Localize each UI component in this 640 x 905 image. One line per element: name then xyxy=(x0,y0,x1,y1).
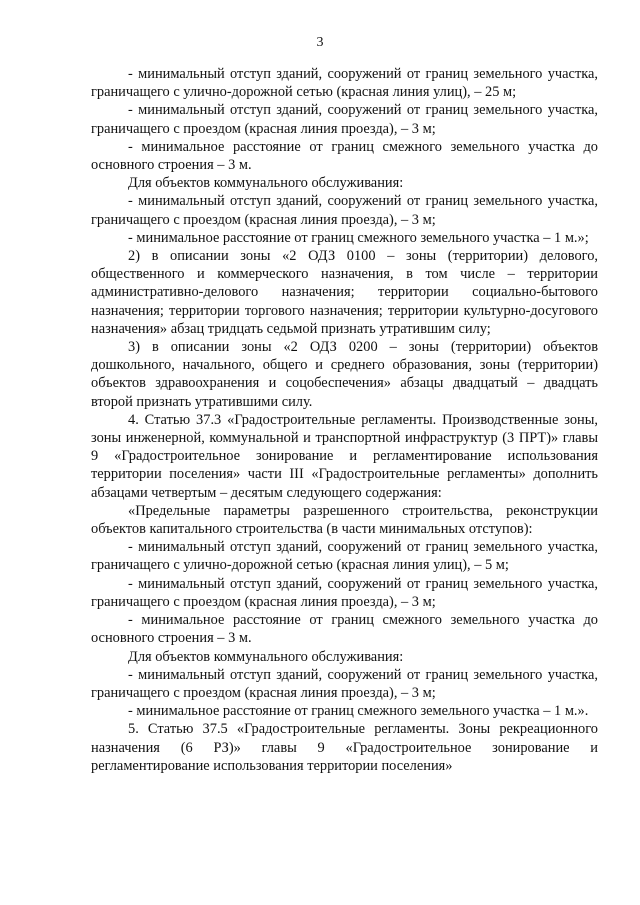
paragraph: 2) в описании зоны «2 ОДЗ 0100 – зоны (территории) делового, общественного и коммерческого назначения, в том числе – территории административно-делового назначения; территории социально-бытового назначения; территории торгового назначения; территории культурно-досугового назначения» абзац тридцать седьмой признать утратившим силу; xyxy=(91,248,598,337)
paragraph: 5. Статью 37.5 «Градостроительные регламенты. Зоны рекреационного назначения (6 РЗ)» главы 9 «Градостроительное зонирование и регламентирование использования территории поселения» xyxy=(91,721,598,774)
document-body xyxy=(91,65,598,775)
paragraph: - минимальный отступ зданий, сооружений от границ земельного участка, граничащего с улично-дорожной сетью (красная линия улиц), – 5 м; xyxy=(91,539,598,574)
paragraph: - минимальное расстояние от границ смежного земельного участка до основного строения – 3 м. xyxy=(91,612,598,647)
paragraph: 3) в описании зоны «2 ОДЗ 0200 – зоны (территории) объектов дошкольного, начального, общего и среднего образования, зоны (территории) объектов здравоохранения и соцобеспечения» абзацы двадцатый – двадцать второй признать утратившими силу. xyxy=(91,339,598,410)
paragraph: Для объектов коммунального обслуживания: xyxy=(128,175,404,192)
paragraph: - минимальное расстояние от границ смежного земельного участка – 1 м.»; xyxy=(128,229,589,246)
paragraph: - минимальный отступ зданий, сооружений от границ земельного участка, граничащего с проездом (красная линия проезда), – 3 м; xyxy=(91,575,598,610)
paragraph: - минимальный отступ зданий, сооружений от границ земельного участка, граничащего с проездом (красная линия проезда), – 3 м; xyxy=(91,193,598,228)
page-number: 3 xyxy=(316,35,324,50)
paragraph: - минимальное расстояние от границ смежного земельного участка – 1 м.». xyxy=(128,703,589,720)
paragraph: 4. Статью 37.3 «Градостроительные регламенты. Производственные зоны, зоны инженерной, коммунальной и транспортной инфраструктур (3 ПРТ)» главы 9 «Градостроительное зонирование и регламентирование использования территории поселения» части III «Градостроительные регламенты» дополнить абзацами четвертым – десятым следующего содержания: xyxy=(91,411,598,501)
paragraph: - минимальный отступ зданий, сооружений от границ земельного участка, граничащего с улично-дорожной сетью (красная линия улиц), – 25 м; xyxy=(91,66,598,101)
paragraph: Для объектов коммунального обслуживания: xyxy=(128,648,404,665)
paragraph: - минимальный отступ зданий, сооружений от границ земельного участка, граничащего с проездом (красная линия проезда), – 3 м; xyxy=(91,666,598,701)
paragraph: «Предельные параметры разрешенного строительства, реконструкции объектов капитального строительства (в части минимальных отступов): xyxy=(91,502,598,538)
paragraph: - минимальное расстояние от границ смежного земельного участка до основного строения – 3 м. xyxy=(91,138,598,174)
paragraph: - минимальный отступ зданий, сооружений от границ земельного участка, граничащего с проездом (красная линия проезда), – 3 м; xyxy=(91,102,598,137)
